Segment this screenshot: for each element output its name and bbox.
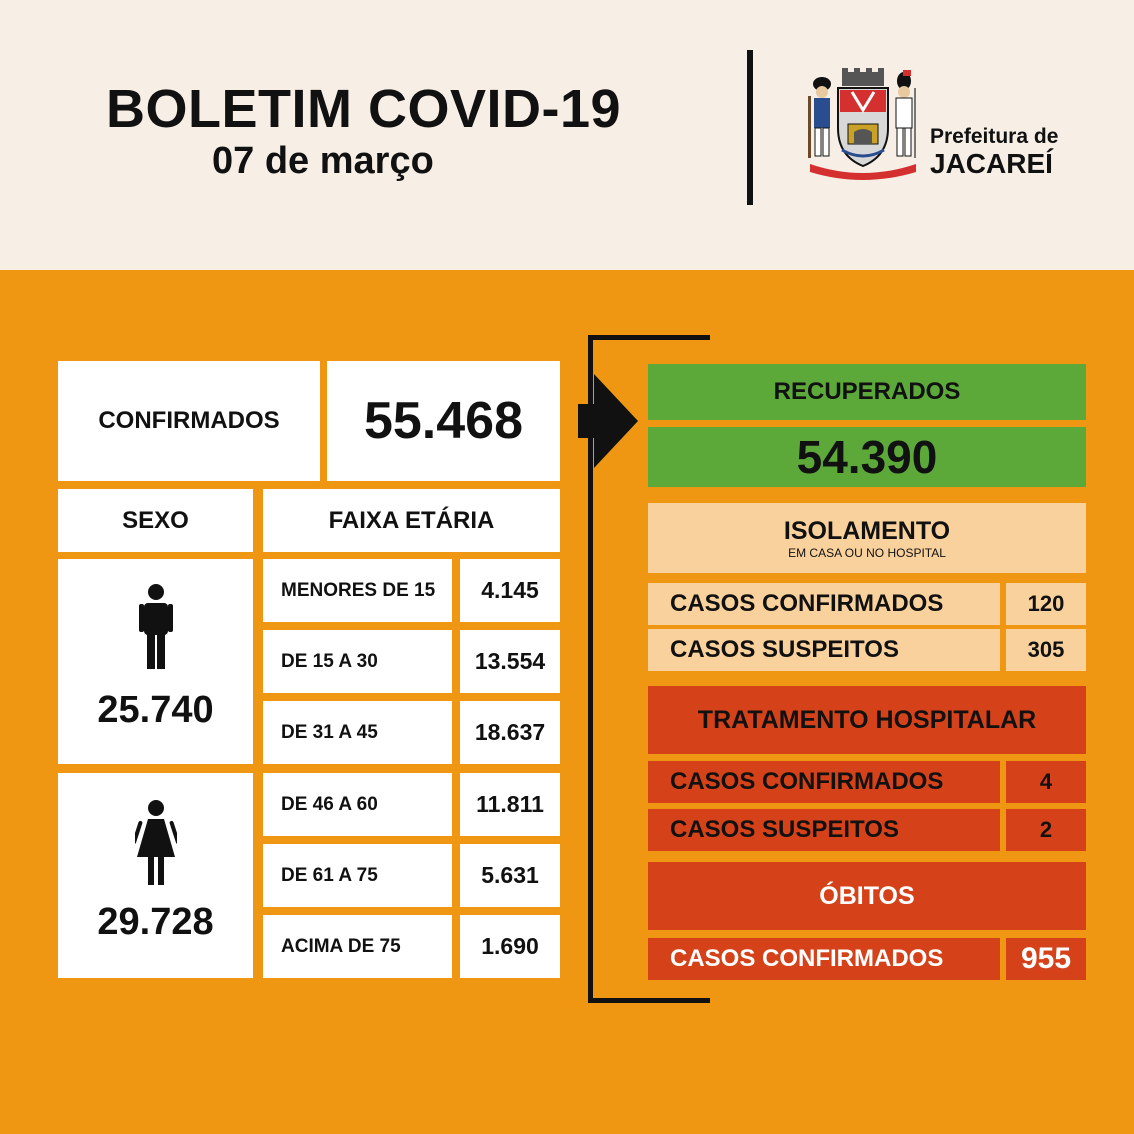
male-count: 25.740 <box>97 689 214 731</box>
male-card <box>58 559 253 764</box>
female-count: 29.728 <box>97 901 214 943</box>
isolamento-sublabel: EM CASA OU NO HOSPITAL <box>788 545 946 560</box>
tratamento-suspeitos-value: 2 <box>1006 809 1086 851</box>
age-label-row-4: DE 46 A 60 <box>263 773 452 836</box>
age-label-row-2: DE 15 A 30 <box>263 630 452 693</box>
bracket-top <box>588 335 710 340</box>
prefeitura-label: Prefeitura de <box>930 125 1059 148</box>
obitos-header: ÓBITOS <box>648 862 1086 930</box>
recuperados-label: RECUPERADOS <box>648 364 1086 420</box>
female-card <box>58 773 253 978</box>
city-crest-logo <box>804 66 922 186</box>
isolamento-confirmados-label: CASOS CONFIRMADOS <box>648 583 1000 625</box>
age-value-row-3: 18.637 <box>460 701 560 764</box>
age-value-row-2: 13.554 <box>460 630 560 693</box>
sexo-header: SEXO <box>58 489 253 552</box>
faixa-etaria-header: FAIXA ETÁRIA <box>263 489 560 552</box>
confirmados-value: 55.468 <box>327 361 560 481</box>
isolamento-header <box>648 503 1086 573</box>
tratamento-suspeitos-label: CASOS SUSPEITOS <box>648 809 1000 851</box>
age-value-row-1: 4.145 <box>460 559 560 622</box>
arrow-right-icon <box>578 374 638 468</box>
header-divider <box>747 50 753 205</box>
male-person-icon <box>139 583 173 669</box>
bracket-bottom <box>588 998 710 1003</box>
age-label-row-6: ACIMA DE 75 <box>263 915 452 978</box>
isolamento-confirmados-value: 120 <box>1006 583 1086 625</box>
age-value-row-6: 1.690 <box>460 915 560 978</box>
tratamento-header: TRATAMENTO HOSPITALAR <box>648 686 1086 754</box>
confirmados-label: CONFIRMADOS <box>58 361 320 481</box>
age-label-row-3: DE 31 A 45 <box>263 701 452 764</box>
tratamento-confirmados-label: CASOS CONFIRMADOS <box>648 761 1000 803</box>
female-person-icon <box>135 799 177 885</box>
tratamento-confirmados-value: 4 <box>1006 761 1086 803</box>
isolamento-suspeitos-label: CASOS SUSPEITOS <box>648 629 1000 671</box>
bulletin-title: BOLETIM COVID-19 <box>106 79 622 139</box>
age-label-row-1: MENORES DE 15 <box>263 559 452 622</box>
recuperados-value: 54.390 <box>648 427 1086 487</box>
header-band <box>0 0 1134 270</box>
age-value-row-4: 11.811 <box>460 773 560 836</box>
obitos-confirmados-value: 955 <box>1006 938 1086 980</box>
age-label-row-5: DE 61 A 75 <box>263 844 452 907</box>
isolamento-label: ISOLAMENTO <box>783 516 951 545</box>
isolamento-suspeitos-value: 305 <box>1006 629 1086 671</box>
bulletin-date: 07 de março <box>212 140 434 182</box>
obitos-confirmados-label: CASOS CONFIRMADOS <box>648 938 1000 980</box>
age-value-row-5: 5.631 <box>460 844 560 907</box>
city-name: JACAREÍ <box>930 148 1053 179</box>
